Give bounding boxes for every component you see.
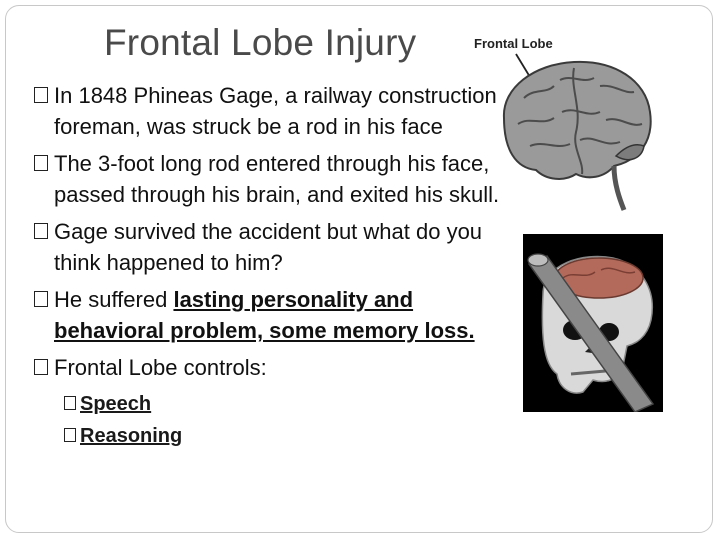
bullet-box-icon (34, 155, 48, 171)
bullet-prefix: He suffered (54, 287, 174, 312)
bullet-list (34, 80, 504, 453)
frontal-lobe-label: Frontal Lobe (474, 36, 553, 51)
skull-with-rod-icon (523, 234, 663, 412)
sub-bullet-reasoning (64, 421, 504, 451)
sub-bullet-text: Reasoning (80, 425, 183, 447)
bullet-gage-1848 (34, 80, 504, 142)
bullet-rod-path (34, 148, 504, 210)
bullet-text: The 3-foot long rod entered through his face, passed through his brain, and exited his skull. (54, 151, 500, 207)
bullet-box-icon (34, 87, 48, 103)
bullet-survived (34, 216, 504, 278)
brain-diagram-icon (464, 28, 664, 212)
bullet-box-icon (34, 223, 48, 239)
bullet-controls (34, 352, 504, 383)
bullet-box-icon (64, 428, 76, 442)
brain-diagram-figure (464, 28, 664, 212)
bullet-text: Frontal Lobe controls: (54, 355, 267, 380)
sub-bullet-text: Speech (80, 393, 152, 415)
bullet-box-icon (34, 291, 48, 307)
bullet-suffered (34, 284, 504, 346)
bullet-emphasis: lasting personality and behavioral problem, some memory loss. (54, 287, 475, 343)
bullet-box-icon (34, 359, 48, 375)
skull-with-rod-figure (523, 234, 663, 412)
sub-bullet-speech (64, 389, 504, 419)
slide-title: Frontal Lobe Injury (104, 22, 417, 63)
bullet-box-icon (64, 396, 76, 410)
bullet-text: In 1848 Phineas Gage, a railway construction foreman, was struck be a rod in his face (54, 83, 497, 139)
bullet-text: Gage survived the accident but what do you think happened to him? (54, 219, 483, 275)
